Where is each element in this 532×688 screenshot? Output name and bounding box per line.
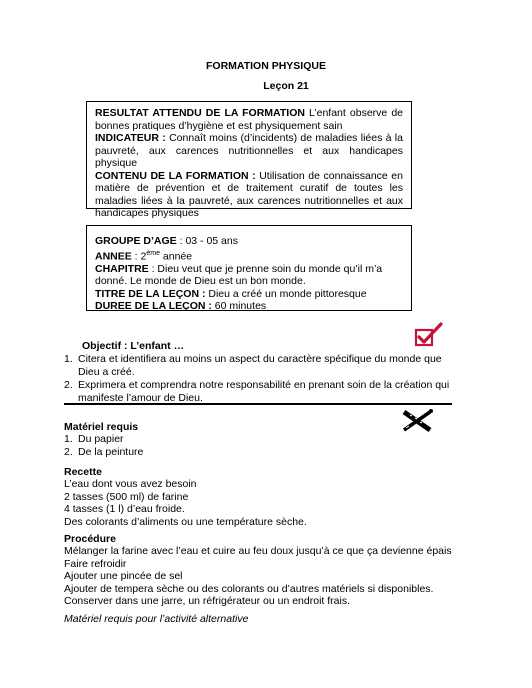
list-number: 1.: [64, 433, 73, 445]
recette-line: 2 tasses (500 ml) de farine: [64, 490, 189, 503]
contenu-label: CONTENU DE LA FORMATION :: [95, 169, 256, 182]
annee-text: : 2: [131, 250, 147, 262]
materiel-list: [64, 433, 454, 458]
objectif-item: [64, 353, 454, 378]
resultat-label: RESULTAT ATTENDU DE LA FORMATION: [95, 107, 305, 119]
info-box: [86, 225, 412, 311]
materiel-text: Du papier: [78, 433, 124, 445]
recette-line: Des colorants d’aliments ou une température sèche.: [64, 515, 307, 528]
titre-line: [95, 288, 403, 301]
list-number: 2.: [64, 445, 73, 458]
contenu-line: [95, 170, 403, 220]
procedure-line: Faire refroidir: [64, 557, 127, 570]
resultat-line: [95, 107, 403, 132]
groupe-label: GROUPE D’AGE: [95, 235, 177, 247]
recette-line: L’eau dont vous avez besoin: [64, 478, 197, 490]
procedure-line: Conserver dans une jarre, un réfrigérateur ou un endroit frais.: [64, 595, 350, 607]
materiel-item: [64, 446, 454, 459]
annee-label: ANNEE: [95, 250, 132, 262]
formation-box: [86, 101, 412, 219]
lesson-number: Leçon 21: [263, 80, 309, 92]
objectif-list: [64, 353, 454, 404]
objectif-item: [64, 379, 454, 404]
objectif-heading: Objectif : L’enfant …: [82, 340, 185, 352]
recette-line: 4 tasses (1 l) d’eau froide.: [64, 503, 185, 515]
titre-label: TITRE DE LA LEÇON :: [95, 287, 206, 300]
materiel-item: [64, 433, 454, 446]
procedure-line: Ajouter de tempera sèche ou des colorants ou d’autres matériels si disponibles.: [64, 582, 434, 595]
list-number: 1.: [64, 353, 73, 365]
recette-heading: Recette: [64, 466, 102, 478]
objectif-text: Exprimera et comprendra notre responsabilité en prenant soin de la création qui manifeste l’amour de Dieu.: [78, 379, 450, 404]
chapitre-label: CHAPITRE: [95, 262, 149, 275]
titre-text: Dieu a créé un monde pittoresque: [205, 287, 367, 300]
procedure-line: Ajouter une pincée de sel: [64, 570, 183, 582]
resultat-text: L’enfant observe de bonnes pratiques d’hygiène et est physiquement sain: [95, 107, 404, 132]
document-title: FORMATION PHYSIQUE: [206, 60, 326, 72]
annee-text-after: année: [159, 250, 193, 262]
contenu-text: Utilisation de connaissance en matière de prévention et de traitement curatif de toutes les maladies liées à la pauvreté, aux carences nutritionnelles et aux handicapes physiques: [95, 169, 403, 219]
annee-superscript: ème: [146, 249, 160, 257]
indicateur-label: INDICATEUR :: [95, 132, 166, 144]
recette-list: [64, 478, 464, 528]
groupe-line: [95, 235, 403, 248]
procedure-list: [64, 545, 484, 608]
alt-materials-note: Matériel requis pour l’activité alternative: [64, 613, 249, 625]
groupe-text: : 03 - 05 ans: [176, 235, 238, 247]
indicateur-line: [95, 132, 403, 170]
duree-label: DUREE DE LA LEÇON :: [95, 300, 212, 312]
duree-text: 60 minutes: [211, 300, 267, 312]
materiel-text: De la peinture: [78, 445, 144, 458]
chapitre-text: : Dieu veut que je prenne soin du monde qu’il m’a donné. Le monde de Dieu est un bon monde.: [95, 262, 383, 287]
duree-line: [95, 300, 403, 313]
procedure-line: Mélanger la farine avec l’eau et cuire au feu doux jusqu’à ce que ça devienne épais: [64, 545, 452, 557]
objectif-text: Citera et identifiera au moins un aspect du caractère spécifique du monde que Dieu a créé.: [78, 353, 442, 378]
indicateur-text: Connaît moins (d’incidents) de maladies liées à la pauvreté, aux carences nutritionnelles et aux handicapes physique: [95, 132, 403, 169]
section-divider: [64, 403, 452, 405]
procedure-heading: Procédure: [64, 533, 116, 545]
annee-line: [95, 248, 403, 263]
checkbox-check-icon: [414, 322, 444, 348]
chapitre-line: [95, 263, 403, 288]
list-number: 2.: [64, 379, 73, 391]
materiel-heading: Matériel requis: [64, 421, 139, 433]
